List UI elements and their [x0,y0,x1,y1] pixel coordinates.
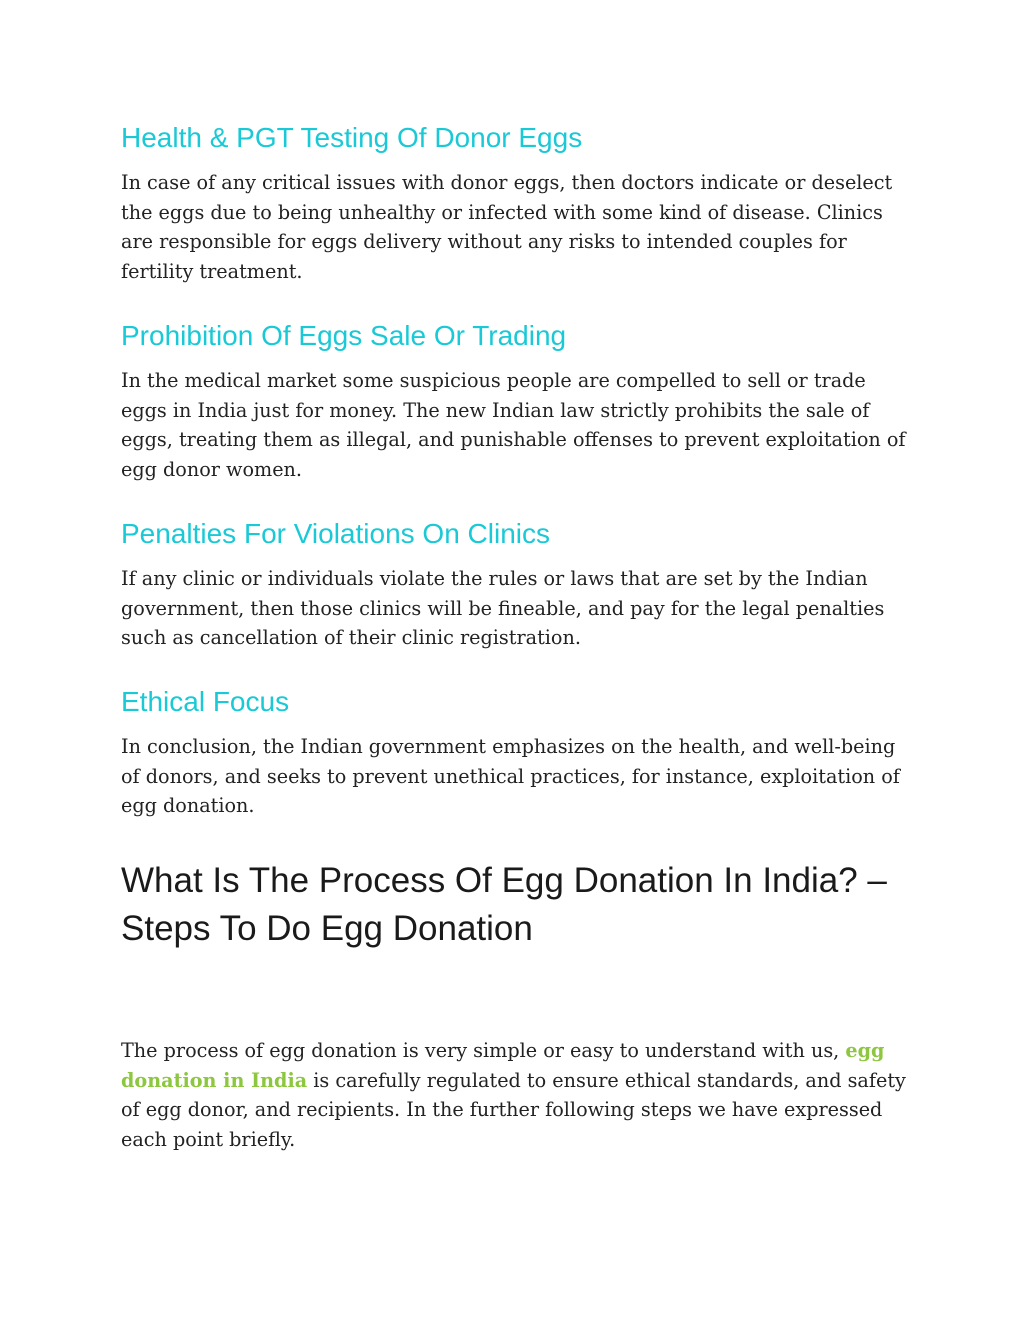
process-intro-paragraph [121,1036,911,1154]
process-intro-before: The process of egg donation is very simple or easy to understand with us, [121,1039,846,1062]
section-body-pgt-testing: In case of any critical issues with donor eggs, then doctors indicate or deselect the eggs due to being unhealthy or infected with some kind of disease. Clinics are responsible for eggs delivery without any risks to intended couples for fertility treatment. [121,171,893,283]
section-heading-ethical-focus: Ethical Focus [121,686,290,717]
section-heading-prohibition: Prohibition Of Eggs Sale Or Trading [121,320,567,351]
section-body-prohibition: In the medical market some suspicious people are compelled to sell or trade eggs in India just for money. The new Indian law strictly prohibits the sale of eggs, treating them as illegal, and punishable offenses to prevent exploitation of egg donor women. [121,369,906,481]
section-body-ethical-focus: In conclusion, the Indian government emphasizes on the health, and well-being of donors, and seeks to prevent unethical practices, for instance, exploitation of egg donation. [121,735,900,818]
process-intro-after: is carefully regulated to ensure ethical standards, and safety of egg donor, and recipients. In the further following steps we have expressed each point briefly. [121,1068,906,1151]
egg-donation-india-link[interactable]: egg donation in India [121,1039,885,1092]
section-heading-pgt-testing: Health & PGT Testing Of Donor Eggs [121,122,583,153]
process-heading: What Is The Process Of Egg Donation In India? – Steps To Do Egg Donation [121,861,887,948]
section-body-penalties: If any clinic or individuals violate the rules or laws that are set by the Indian government, then those clinics will be fineable, and pay for the legal penalties such as cancellation of their clinic registration. [121,567,885,650]
section-heading-penalties: Penalties For Violations On Clinics [121,518,551,549]
